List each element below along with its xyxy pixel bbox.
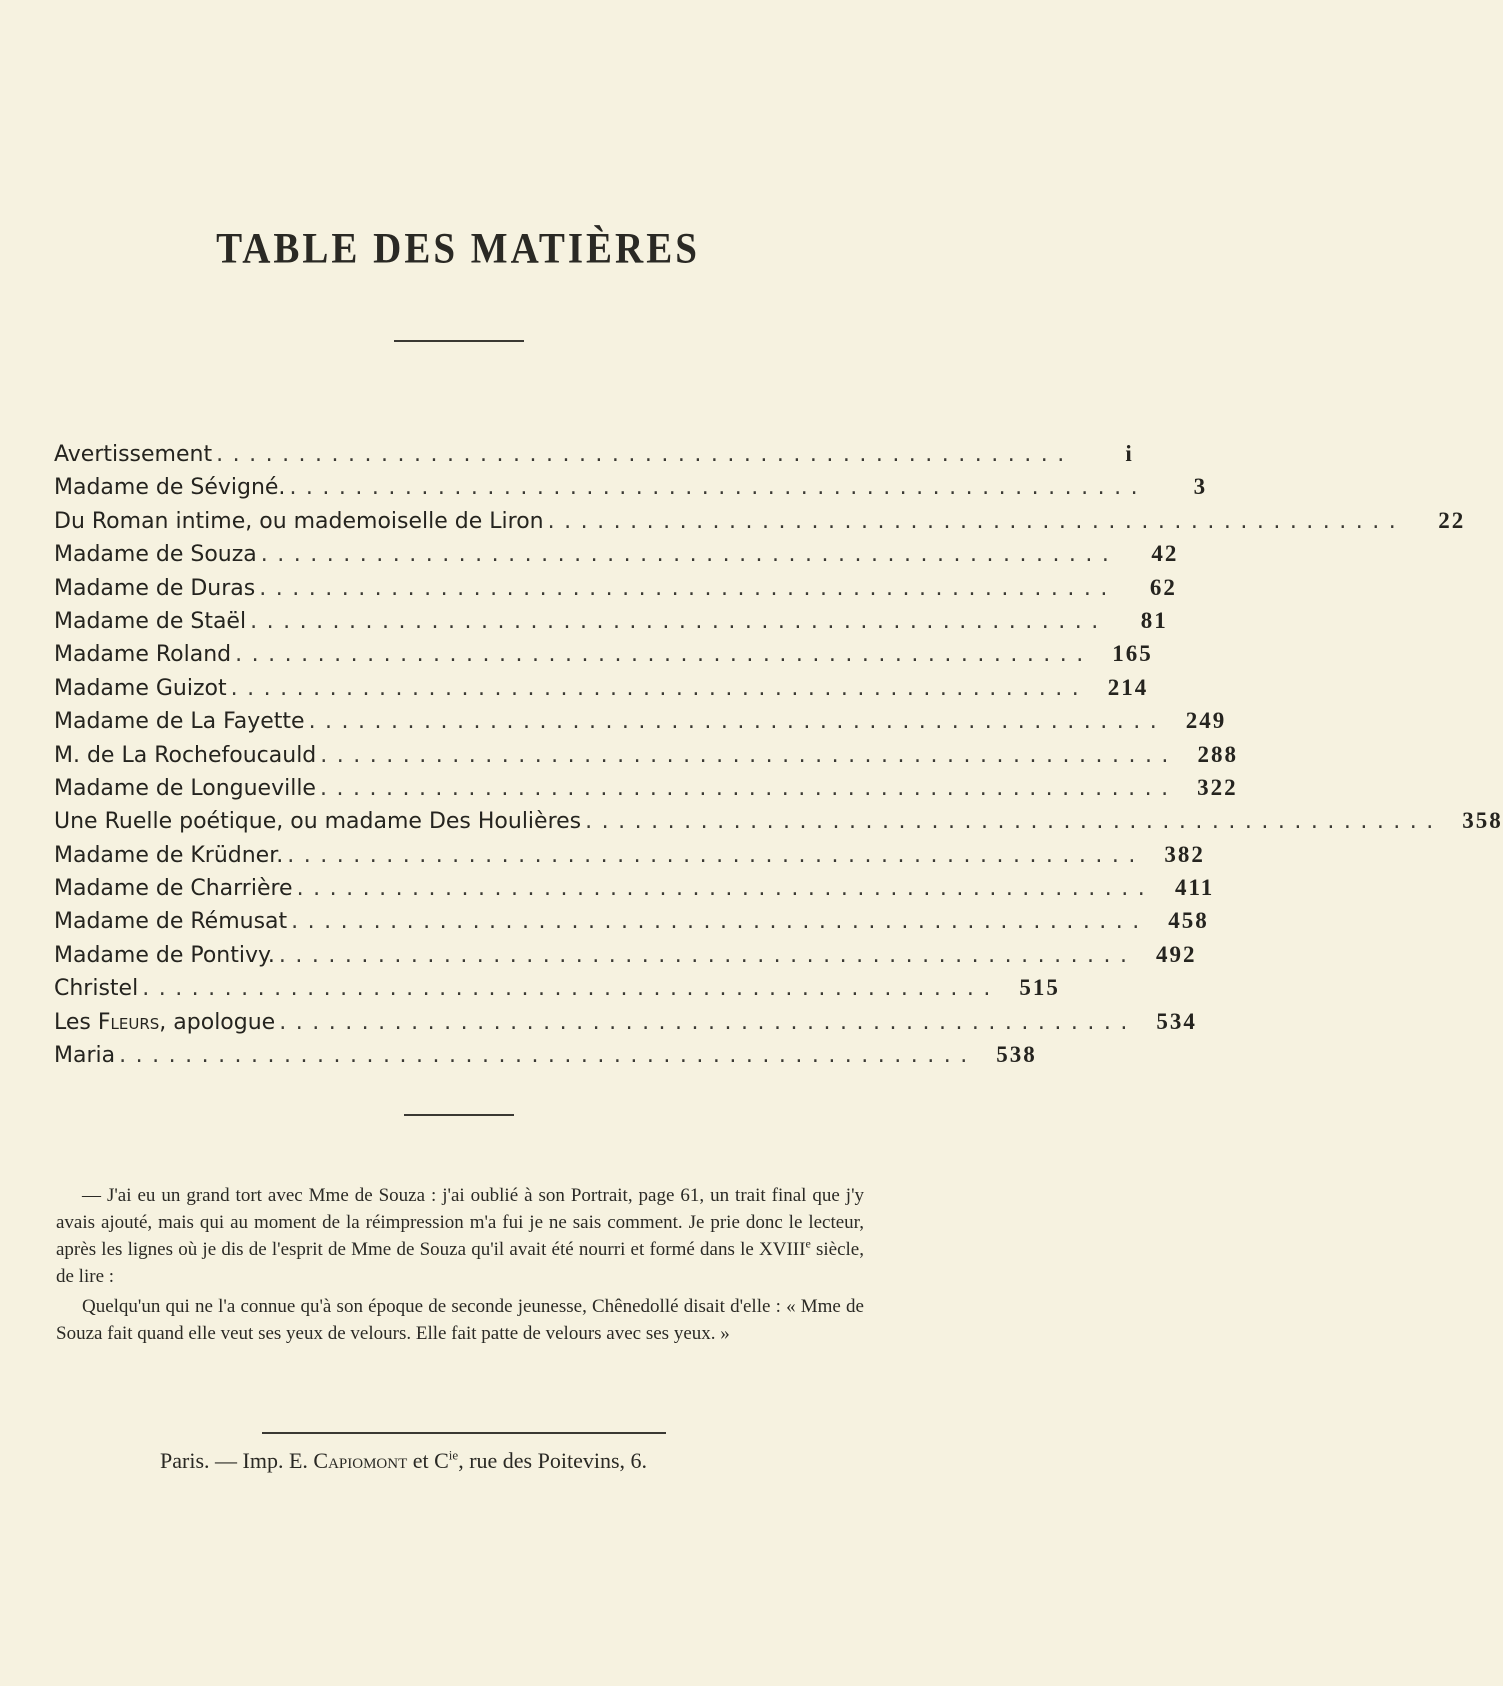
dot-leader: .................................................... [278,942,1137,968]
dot-leader: .................................................... [320,742,1178,768]
toc-entry-title [54,509,544,534]
toc-entry-title-text: Maria [54,1043,116,1069]
century-superscript: e [805,1236,811,1251]
dot-leader: .................................................... [291,909,1149,935]
toc-entry[interactable] [54,774,1238,808]
toc-entry-title-text: Avertissement [54,442,213,467]
toc-entry-title [54,676,227,701]
toc-entry-title [54,442,212,467]
toc-entry-title-small-caps: Fleurs [97,1009,160,1035]
toc-entry[interactable] [54,474,1208,507]
erratum-note [56,1182,864,1347]
footer-divider [262,1432,666,1434]
toc-entry-title-text: Les [54,1009,98,1035]
toc-entry-page: 165 [1112,641,1153,667]
dot-leader: .................................................... [142,976,1000,1002]
dot-leader: .................................................... [259,575,1117,601]
toc-entry-page: 534 [1156,1008,1197,1034]
toc-entry[interactable] [54,975,1060,1008]
toc-entry[interactable] [54,507,1466,541]
toc-entry-title [54,809,581,834]
dot-leader: .................................................... [289,475,1148,501]
imprint-text: et C [407,1448,449,1473]
toc-entry[interactable] [54,541,1179,574]
toc-entry-page: 22 [1438,507,1466,533]
title-divider [394,340,524,342]
toc-entry-title [54,776,316,801]
dot-leader: .................................................... [585,809,1443,835]
toc-entry-page: 358 [1462,808,1503,834]
toc-entry[interactable] [54,1042,1037,1075]
dot-leader: .................................................... [230,675,1089,701]
toc-entry-title-text: Madame Guizot [54,675,227,701]
toc-entry-title-text: Une Ruelle poétique, ou madame Des Houlières [54,809,582,835]
toc-entry-title-text: Madame de La Fayette [54,709,305,735]
note-quote-paragraph: Quelqu'un qui ne l'a connue qu'à son époque de seconde jeunesse, Chênedollé disait d'elle : « Mme de Souza fait quand elle veut ses yeux de velours. Elle fait patte de velours avec ses yeux. » [56,1296,864,1344]
toc-entry-title [54,743,316,768]
toc-entry-title-text: Madame de Pontivy. [54,942,275,968]
toc-entry-title-text: Madame de Duras [54,575,256,601]
toc-entry-page: 3 [1193,474,1208,500]
dot-leader: .................................................... [287,842,1145,868]
toc-entry-title [54,843,283,868]
printer-name: Capiomont [313,1448,408,1473]
company-superscript: ie [448,1447,459,1463]
toc-entry-title-text: Madame de Staël [54,608,247,634]
toc-entry[interactable] [54,908,1209,941]
dot-leader: .................................................... [119,1043,977,1069]
toc-entry-page: 62 [1149,574,1177,600]
toc-entry-page: 42 [1151,541,1179,567]
toc-entry[interactable] [54,574,1177,608]
dot-leader: .................................................... [250,608,1108,634]
toc-entry-title [54,542,257,567]
toc-entry[interactable] [54,875,1215,908]
toc-entry-title [54,609,246,634]
toc-entry-title-text: M. de La Rochefoucauld [54,742,317,768]
toc-entry-page: 322 [1197,774,1238,800]
toc-entry-title [54,475,285,500]
toc-entry-title [54,943,275,968]
imprint-address: , rue des Poitevins, 6. [458,1448,648,1473]
note-text: siècle, de lire : [56,1239,864,1287]
dot-leader: .................................................... [296,876,1155,902]
dot-leader: .................................................... [235,642,1093,668]
toc-entry-title-text: Madame de Longueville [54,775,316,801]
toc-entry[interactable] [54,708,1227,741]
toc-entry-title-text: Christel [54,976,139,1002]
note-paragraph [56,1182,864,1290]
toc-entry-title [54,1010,275,1035]
printer-imprint [160,1448,780,1474]
note-text: — J'ai eu un grand tort avec Mme de Souza : j'ai oublié à son Portrait, page 61, un trait final que j'y avais ajouté, mais qui au moment de la réimpression m'a fui je ne sais comment. Je prie donc le lecteur, après les lignes où je dis de l'esprit de Mme de Souza qu'il avait été nourri et formé dans le XVIII [56,1185,864,1260]
toc-entry[interactable] [54,741,1238,775]
dot-leader: .................................................... [319,775,1178,801]
toc-entry-page: 538 [996,1042,1037,1068]
toc-entry-page: 214 [1107,674,1149,700]
toc-entry-title [54,642,231,667]
toc-entry-page: 288 [1197,741,1238,767]
toc-entry-title-text: Madame de Sévigné. [54,475,286,501]
toc-entry-title-text: Madame de Rémusat [54,909,288,935]
toc-entry-page: 382 [1164,841,1205,867]
toc-entry-title-text: Madame de Krüdner. [54,842,284,868]
imprint-text: Paris. — Imp. E. [160,1448,314,1473]
toc-entry[interactable] [54,607,1168,641]
toc-entry-title [54,709,305,734]
dot-leader: .................................................... [216,442,1074,467]
toc-entry-title [54,976,138,1001]
toc-entry-title [54,576,255,601]
toc-entry-title [54,1043,115,1068]
toc-entry[interactable] [54,808,1503,841]
page-title: TABLE DES MATIÈRES [216,224,700,273]
toc-entry[interactable] [54,841,1205,875]
toc-entry-title-text: Madame Roland [54,642,232,668]
toc-entry[interactable] [54,1008,1197,1042]
dot-leader: .................................................... [547,508,1406,534]
toc-entry-page: 458 [1168,908,1209,934]
toc-entry-page: 492 [1156,941,1197,967]
toc-entry-page: 81 [1140,607,1168,633]
dot-leader: .................................................... [279,1009,1137,1035]
dot-leader: .................................................... [308,709,1167,735]
section-divider [404,1114,514,1116]
toc-entry-page: i [1125,441,1134,466]
table-of-contents [54,441,1503,1075]
toc-entry-title [54,876,293,901]
toc-entry-title-text: Madame de Souza [54,542,257,568]
toc-entry[interactable] [54,941,1197,975]
dot-leader: .................................................... [260,542,1119,568]
toc-entry-title-suffix: , apologue [159,1009,276,1035]
toc-entry-page: 411 [1175,875,1215,901]
toc-entry[interactable] [54,641,1153,674]
toc-entry-page: 515 [1019,975,1060,1001]
toc-entry[interactable] [54,674,1149,708]
toc-entry-page: 249 [1185,708,1227,734]
toc-entry-title-text: Madame de Charrière [54,876,293,902]
toc-entry-title-text: Du Roman intime, ou mademoiselle de Liron [54,508,544,534]
toc-entry-title [54,909,287,934]
toc-entry[interactable] [54,441,1134,474]
